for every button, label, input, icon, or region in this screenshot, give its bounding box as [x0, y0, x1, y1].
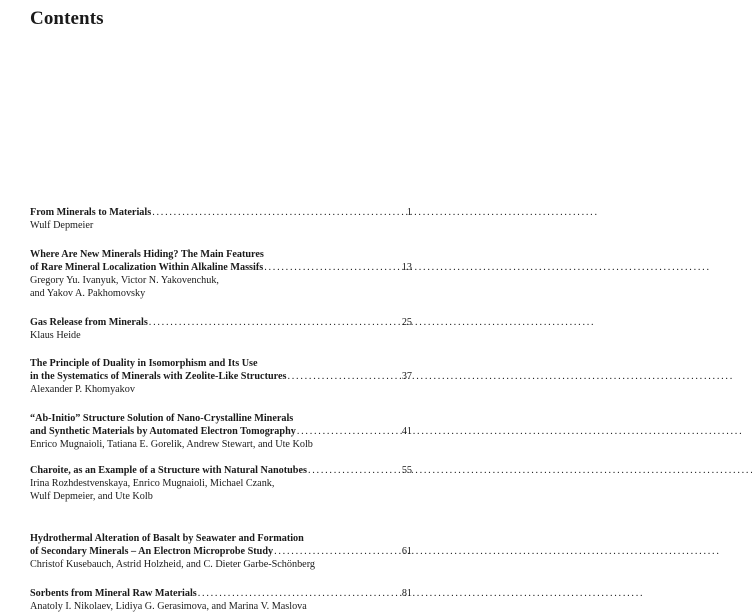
toc-entry-title-row [30, 206, 412, 219]
toc-entry-title: From Minerals to Materials [30, 207, 152, 218]
toc-entry-authors: and Yakov A. Pakhomovsky [30, 288, 146, 299]
toc-entry-authors: Gregory Yu. Ivanyuk, Victor N. Yakovenchuk, [30, 275, 219, 286]
dot-leader [308, 464, 387, 477]
toc-page-number: 13 [401, 262, 412, 273]
dot-leader [198, 587, 387, 600]
toc-entry-title: Sorbents from Mineral Raw Materials [30, 588, 197, 599]
toc-entry-title: Hydrothermal Alteration of Basalt by Seawater and Formation [30, 533, 304, 544]
toc-entry-title: Where Are New Minerals Hiding? The Main Features [30, 249, 264, 260]
dot-leader [264, 261, 387, 274]
toc-entry-title-row [30, 261, 412, 274]
toc-entry-authors: Irina Rozhdestvenskaya, Enrico Mugnaioli, Michael Czank, [30, 478, 275, 489]
dot-leader [149, 316, 387, 329]
dot-leader [287, 370, 387, 383]
toc-entry-title-row [30, 464, 412, 477]
toc-page-number: 55 [401, 465, 412, 476]
toc-entry-authors: Enrico Mugnaioli, Tatiana E. Gorelik, Andrew Stewart, and Ute Kolb [30, 439, 313, 450]
toc-entry[interactable] [30, 357, 412, 396]
toc-entry-title: of Rare Mineral Localization Within Alkaline Massifs [30, 262, 264, 273]
toc-entry[interactable] [30, 412, 412, 451]
page-title: Contents [30, 8, 104, 29]
toc-entry[interactable] [30, 464, 412, 503]
toc-entry[interactable] [30, 206, 412, 232]
toc-entry[interactable] [30, 587, 412, 613]
toc-entry-title-row [30, 370, 412, 383]
toc-entry-authors: Klaus Heide [30, 330, 81, 341]
toc-entry-authors: Christof Kusebauch, Astrid Holzheid, and C. Dieter Garbe-Schönberg [30, 559, 315, 570]
dot-leader [297, 425, 387, 438]
toc-entry-authors: Wulf Depmeier [30, 220, 94, 231]
toc-entry-title: Charoite, as an Example of a Structure with Natural Nanotubes [30, 465, 307, 476]
toc-entry-authors: Alexander P. Khomyakov [30, 384, 135, 395]
toc-entry[interactable] [30, 248, 412, 300]
toc-entry-title: The Principle of Duality in Isomorphism and Its Use [30, 358, 258, 369]
dot-leader [152, 206, 387, 219]
toc-entry-title: Gas Release from Minerals [30, 317, 148, 328]
toc-entry-authors: Anatoly I. Nikolaev, Lidiya G. Gerasimova, and Marina V. Maslova [30, 601, 307, 612]
toc-entry[interactable] [30, 532, 412, 571]
toc-entry-title: “Ab-Initio” Structure Solution of Nano-Crystalline Minerals [30, 413, 294, 424]
toc-page-number: 25 [401, 317, 412, 328]
toc-entry-title: in the Systematics of Minerals with Zeolite-Like Structures [30, 371, 287, 382]
toc-entry-authors: Wulf Depmeier, and Ute Kolb [30, 491, 153, 502]
toc-entry-title: of Secondary Minerals – An Electron Microprobe Study [30, 546, 274, 557]
toc-entry-title-row [30, 316, 412, 329]
toc-page-number: 1 [406, 207, 412, 218]
toc-page-number: 81 [401, 588, 412, 599]
toc-entry-title: and Synthetic Materials by Automated Electron Tomography [30, 426, 296, 437]
toc-entry-title-row [30, 545, 412, 558]
toc-page-number: 37 [401, 371, 412, 382]
toc-page-number: 41 [401, 426, 412, 437]
toc-entry[interactable] [30, 316, 412, 342]
toc-entry-title-row [30, 587, 412, 600]
toc-page-number: 61 [401, 546, 412, 557]
toc-entry-title-row [30, 425, 412, 438]
dot-leader [274, 545, 387, 558]
